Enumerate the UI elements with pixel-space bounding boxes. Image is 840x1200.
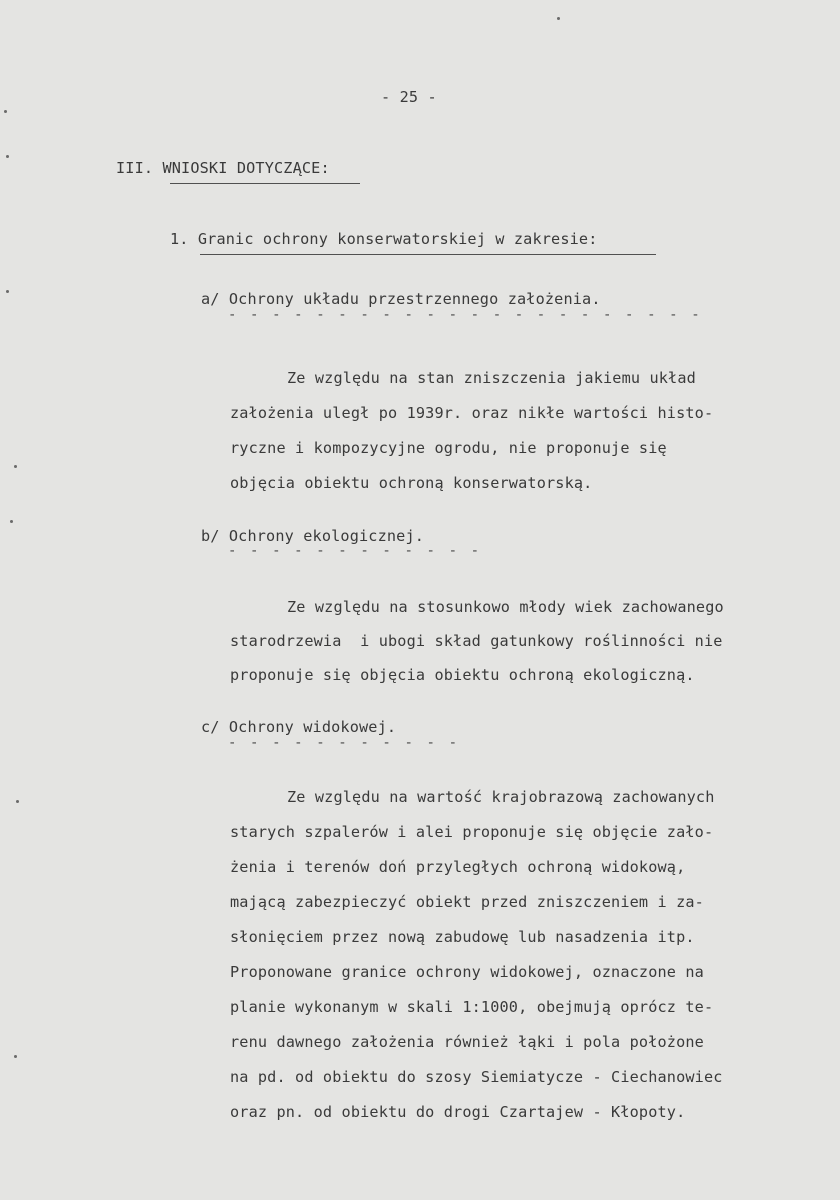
margin-speck	[4, 110, 7, 113]
paragraph-c-line-1: Ze względu na wartość krajobrazową zachowanych	[287, 788, 715, 806]
paragraph-c-line-6: Proponowane granice ochrony widokowej, oznaczone na	[230, 963, 704, 981]
paragraph-c-line-9: na pd. od obiektu do szosy Siemiatycze - Ciechanowiec	[230, 1068, 723, 1086]
paragraph-c-line-2: starych szpalerów i alei proponuje się objęcie zało-	[230, 823, 714, 841]
item1-heading-underline	[200, 254, 656, 255]
subsection-b-underline: - - - - - - - - - - - -	[228, 543, 482, 559]
margin-speck	[6, 290, 9, 293]
page-number: - 25 -	[381, 88, 437, 106]
section-heading-underline	[170, 183, 360, 184]
margin-speck	[14, 465, 17, 468]
paragraph-a-line-4: objęcia obiektu ochroną konserwatorską.	[230, 474, 593, 492]
margin-speck	[16, 800, 19, 803]
paragraph-c-line-3: żenia i terenów doń przyległych ochroną widokową,	[230, 858, 686, 876]
item1-heading: 1. Granic ochrony konserwatorskiej w zakresie:	[170, 230, 598, 248]
paragraph-c-line-5: słonięciem przez nową zabudowę lub nasadzenia itp.	[230, 928, 695, 946]
paragraph-b-line-3: proponuje się objęcia obiektu ochroną ekologiczną.	[230, 666, 695, 684]
subsection-c-heading: c/ Ochrony widokowej.	[201, 718, 397, 736]
section-heading: III. WNIOSKI DOTYCZĄCE:	[116, 159, 330, 177]
paragraph-b-line-1: Ze względu na stosunkowo młody wiek zachowanego	[287, 598, 724, 616]
paragraph-b-line-2: starodrzewia i ubogi skład gatunkowy roślinności nie	[230, 632, 723, 650]
paragraph-c-line-4: mającą zabezpieczyć obiekt przed zniszczeniem i za-	[230, 893, 704, 911]
paragraph-c-line-10: oraz pn. od obiektu do drogi Czartajew - Kłopoty.	[230, 1103, 686, 1121]
paragraph-a-line-1: Ze względu na stan zniszczenia jakiemu układ	[287, 369, 696, 387]
paragraph-c-line-8: renu dawnego założenia również łąki i pola położone	[230, 1033, 704, 1051]
margin-speck	[14, 1055, 17, 1058]
subsection-b-heading: b/ Ochrony ekologicznej.	[201, 527, 425, 545]
paragraph-a-line-2: założenia uległ po 1939r. oraz nikłe wartości histo-	[230, 404, 714, 422]
margin-speck	[557, 17, 560, 20]
paragraph-c-line-7: planie wykonanym w skali 1:1000, obejmują oprócz te-	[230, 998, 714, 1016]
subsection-a-heading: a/ Ochrony układu przestrzennego założenia.	[201, 290, 601, 308]
margin-speck	[10, 520, 13, 523]
subsection-a-underline: - - - - - - - - - - - - - - - - - - - - - -	[228, 307, 703, 323]
subsection-c-underline: - - - - - - - - - - -	[228, 735, 460, 751]
paragraph-a-line-3: ryczne i kompozycyjne ogrodu, nie proponuje się	[230, 439, 667, 457]
margin-speck	[6, 155, 9, 158]
